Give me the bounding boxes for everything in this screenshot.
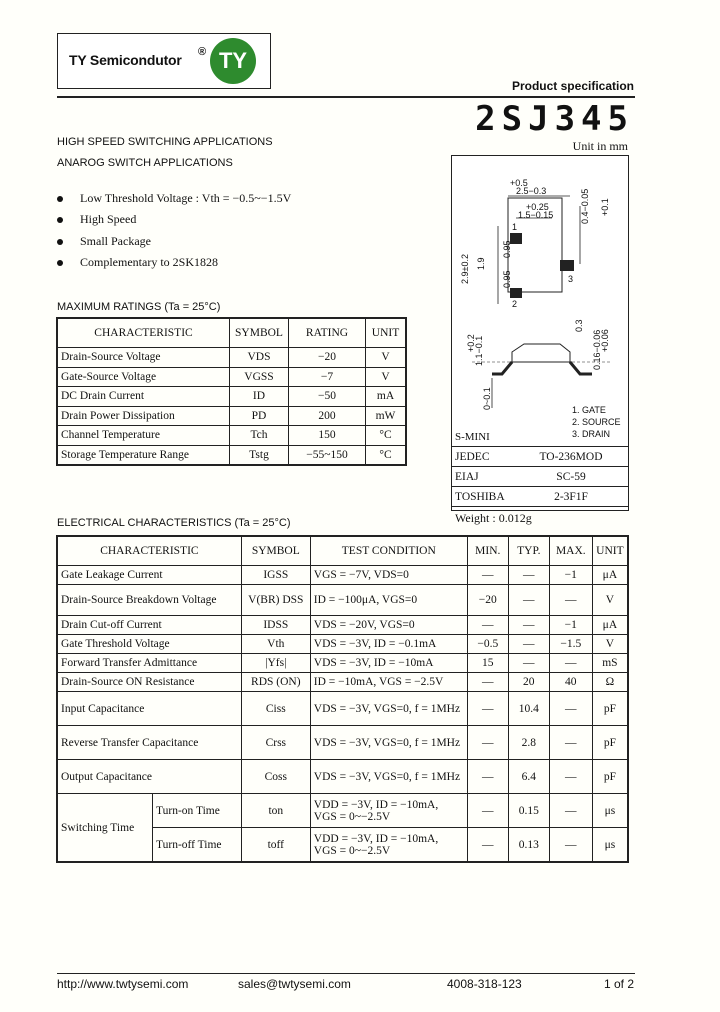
cell: PD [230,406,289,426]
feature-text: Small Package [80,234,151,248]
cell: Channel Temperature [57,426,230,446]
table-row [452,487,629,507]
dimension-label: 2.5−0.3 [516,186,547,196]
cell: 200 [289,406,366,426]
cell: V [366,367,407,387]
cell: −1 [549,566,592,585]
table-row [57,367,406,387]
cell: VDS = −3V, VGS=0, f = 1MHz [310,692,467,726]
feature-item [57,234,151,249]
cell: — [508,654,549,673]
table-row [57,566,628,585]
cell: Gate Threshold Voltage [57,635,241,654]
table-row [57,445,406,465]
cell: 0.13 [508,828,549,863]
cell: 0.15 [508,794,549,828]
cell: 40 [549,673,592,692]
column-header: UNIT [366,318,407,348]
cell: — [467,673,508,692]
package-weight: Weight : 0.012g [455,511,532,525]
logo-mark-icon: TY [210,38,256,84]
cell: μA [592,616,628,635]
table-row [57,387,406,407]
table-header-row [57,536,628,566]
cell: Gate-Source Voltage [57,367,230,387]
package-standards-table [451,446,629,507]
pin-number: 3 [568,274,574,284]
feature-text: Complementary to 2SK1828 [80,255,218,269]
table-row [452,447,629,467]
column-header: UNIT [592,536,628,566]
cell: pF [592,726,628,760]
cell: 20 [508,673,549,692]
cell: Turn-off Time [153,828,242,863]
cell: V(BR) DSS [241,585,310,616]
side-view-lead [492,362,512,374]
dimension-label: +0.06 [600,329,610,352]
cell: 10.4 [508,692,549,726]
dimension-label: 0.16−0.06 [592,329,602,370]
column-header: TEST CONDITION [310,536,467,566]
dimension-label: 2.9±0.2 [460,254,470,284]
cell: Input Capacitance [57,692,241,726]
cell: — [549,828,592,863]
cell: ID = −10mA, VGS = −2.5V [310,673,467,692]
column-header: CHARACTERISTIC [57,536,241,566]
pin-number: 2 [512,299,518,309]
column-header: MIN. [467,536,508,566]
feature-item [57,212,136,227]
footer-email-link[interactable]: sales@twtysemi.com [238,977,351,991]
cell: Vth [241,635,310,654]
feature-item [57,255,218,270]
dimension-label: 1.5−0.15 [518,210,554,220]
cell: μs [592,828,628,863]
cell: Crss [241,726,310,760]
cell: VDS = −20V, VGS=0 [310,616,467,635]
cell: Turn-on Time [153,794,242,828]
cell: TO-236MOD [514,447,629,467]
cell: V [366,348,407,368]
cell: 6.4 [508,760,549,794]
cell: μs [592,794,628,828]
cell: — [467,760,508,794]
cell: pF [592,692,628,726]
cell: Drain-Source ON Resistance [57,673,241,692]
table-row [57,760,628,794]
footer-url-link[interactable]: http://www.twtysemi.com [57,977,189,991]
pin-legend: 3. DRAIN [572,429,611,439]
bullet-icon [57,196,63,202]
pin-3-pad [560,260,574,271]
cell: — [549,585,592,616]
cell: VDS = −3V, ID = −10mA [310,654,467,673]
feature-text: High Speed [80,212,137,226]
cell: Drain-Source Voltage [57,348,230,368]
column-header: TYP. [508,536,549,566]
table-row [57,585,628,616]
cell: Ω [592,673,628,692]
cell: RDS (ON) [241,673,310,692]
cell: Drain Power Dissipation [57,406,230,426]
cell: — [467,828,508,863]
table-row [57,726,628,760]
table-row [452,467,629,487]
dimension-label: 0.4−0.05 [580,188,590,224]
table-row [57,794,628,828]
cell: — [508,585,549,616]
cell: — [467,692,508,726]
cell: mW [366,406,407,426]
cell: — [467,794,508,828]
page-number: 1 of 2 [603,977,634,991]
table-row [57,654,628,673]
dimension-label: 0.95 [502,270,512,288]
dimension-label: +0.5 [510,178,528,188]
cell: V [592,585,628,616]
table-header-row [57,318,406,348]
cell: VDS [230,348,289,368]
footer-rule [57,973,635,974]
column-header: MAX. [549,536,592,566]
cell: — [549,760,592,794]
table-row [57,616,628,635]
footer-phone: 4008-318-123 [447,977,522,991]
logo-text: TY Semicondutor [69,52,182,68]
cell: |Yfs| [241,654,310,673]
cell: VGS = −7V, VDS=0 [310,566,467,585]
cell: EIAJ [452,467,515,487]
table-row [57,692,628,726]
column-header: CHARACTERISTIC [57,318,230,348]
cell: Switching Time [57,794,153,863]
unit-note: Unit in mm [572,139,628,153]
side-view-lead [570,362,592,374]
cell: DC Drain Current [57,387,230,407]
header-rule [57,96,635,98]
cell: V [592,635,628,654]
cell: °C [366,426,407,446]
bullet-icon [57,260,63,266]
table-row [57,635,628,654]
cell: VDD = −3V, ID = −10mA, VGS = 0~−2.5V [310,828,467,863]
cell: VDD = −3V, ID = −10mA, VGS = 0~−2.5V [310,794,467,828]
cell: −1 [549,616,592,635]
table-row [57,348,406,368]
dimension-label: +0.2 [466,334,476,352]
side-view-body [512,344,570,362]
cell: SC-59 [514,467,629,487]
pin-2-pad [510,288,522,298]
dimension-label: 1.9 [476,257,486,270]
cell: °C [366,445,407,465]
pin-legend: 2. SOURCE [572,417,621,427]
dimension-label: 1.1−0.1 [474,335,484,366]
cell: VDS = −3V, ID = −0.1mA [310,635,467,654]
max-ratings-title: MAXIMUM RATINGS (Ta = 25°C) [57,301,221,313]
max-ratings-table [56,317,407,466]
part-number: 2SJ345 [475,99,634,139]
cell: −50 [289,387,366,407]
cell: Tstg [230,445,289,465]
cell: Reverse Transfer Capacitance [57,726,241,760]
cell: ID = −100μA, VGS=0 [310,585,467,616]
table-row [57,673,628,692]
cell: Drain Cut-off Current [57,616,241,635]
cell: — [467,566,508,585]
cell: pF [592,760,628,794]
table-row [57,426,406,446]
cell: — [508,566,549,585]
table-row [57,406,406,426]
bullet-icon [57,239,63,245]
cell: ton [241,794,310,828]
cell: −20 [289,348,366,368]
company-logo [57,33,271,89]
cell: −7 [289,367,366,387]
cell: mA [366,387,407,407]
dimension-label: +0.25 [526,202,549,212]
cell: −55~150 [289,445,366,465]
cell: Ciss [241,692,310,726]
cell: — [549,794,592,828]
registered-mark: ® [198,46,207,58]
cell: Gate Leakage Current [57,566,241,585]
dimension-label: +0.1 [600,198,610,216]
cell: VDS = −3V, VGS=0, f = 1MHz [310,760,467,794]
cell: — [508,616,549,635]
cell: VDS = −3V, VGS=0, f = 1MHz [310,726,467,760]
dimension-label: 0.95 [502,240,512,258]
application-line: HIGH SPEED SWITCHING APPLICATIONS [57,136,273,148]
cell: Coss [241,760,310,794]
cell: IDSS [241,616,310,635]
cell: toff [241,828,310,863]
cell: −20 [467,585,508,616]
dimension-label: 0.3 [574,319,584,332]
cell: Tch [230,426,289,446]
cell: JEDEC [452,447,515,467]
cell: 2.8 [508,726,549,760]
column-header: RATING [289,318,366,348]
cell: 2-3F1F [514,487,629,507]
bullet-icon [57,217,63,223]
pin-legend: 1. GATE [572,405,606,415]
electrical-title: ELECTRICAL CHARACTERISTICS (Ta = 25°C) [57,517,291,529]
cell: — [467,616,508,635]
package-name: S-MINI [455,431,490,443]
dimension-label: 0~0.1 [482,387,492,410]
cell: IGSS [241,566,310,585]
cell: μA [592,566,628,585]
cell: −0.5 [467,635,508,654]
cell: mS [592,654,628,673]
product-spec-label: Product specification [511,79,634,93]
cell: — [549,654,592,673]
column-header: SYMBOL [230,318,289,348]
application-line: ANAROG SWITCH APPLICATIONS [57,157,233,169]
cell: 150 [289,426,366,446]
cell: — [508,635,549,654]
cell: Output Capacitance [57,760,241,794]
cell: Drain-Source Breakdown Voltage [57,585,241,616]
cell: — [549,726,592,760]
cell: Storage Temperature Range [57,445,230,465]
electrical-table [56,535,629,863]
cell: 15 [467,654,508,673]
cell: −1.5 [549,635,592,654]
cell: TOSHIBA [452,487,515,507]
column-header: SYMBOL [241,536,310,566]
cell: ID [230,387,289,407]
cell: VGSS [230,367,289,387]
cell: — [549,692,592,726]
pin-number: 1 [512,222,518,232]
cell: Forward Transfer Admittance [57,654,241,673]
feature-item [57,191,291,206]
feature-text: Low Threshold Voltage : Vth = −0.5~−1.5V [80,191,292,205]
cell: — [467,726,508,760]
